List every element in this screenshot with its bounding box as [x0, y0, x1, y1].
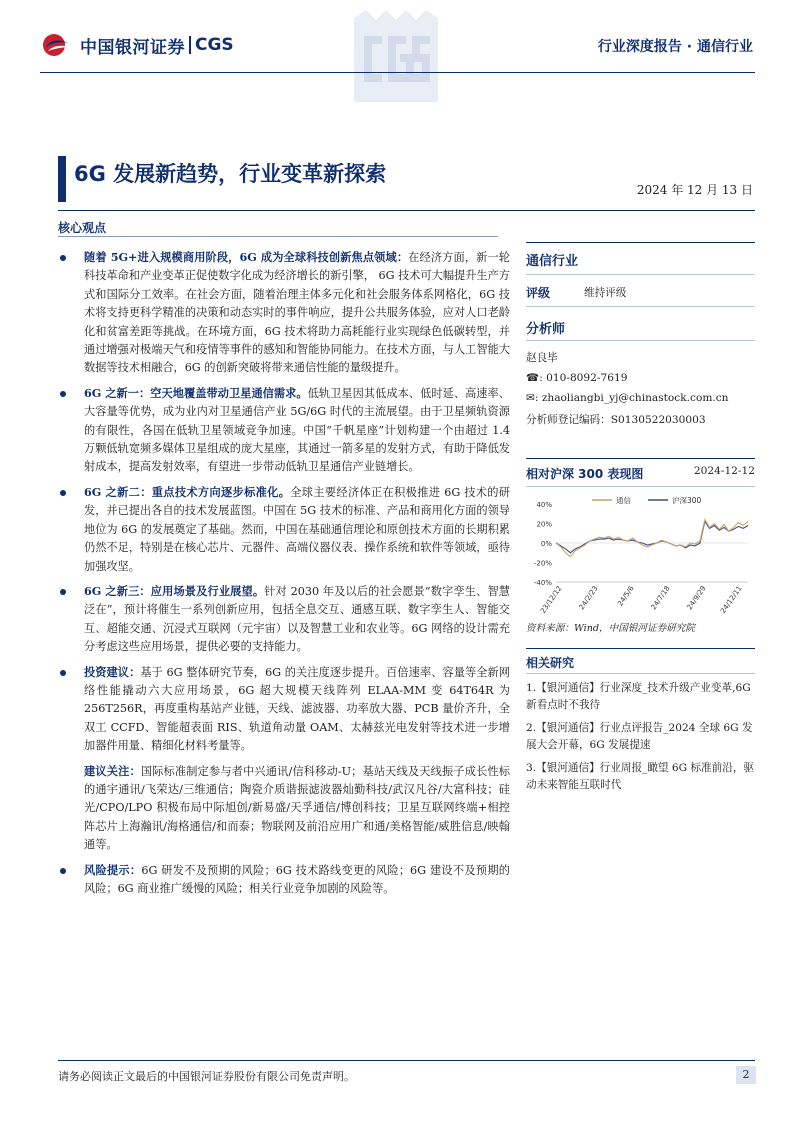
related-item[interactable]: 3.【银河通信】行业周报_瞰望 6G 标准前沿，驱动未来智能互联时代 [526, 762, 755, 791]
sidebar-divider [526, 306, 755, 307]
phone-icon: ☎: [526, 372, 543, 384]
paragraph-risk [58, 861, 510, 899]
logo-mark-icon [40, 31, 74, 59]
industry-label: 通信行业 [526, 254, 579, 269]
title-divider [58, 210, 755, 211]
page-title: 6G 发展新趋势，行业变革新探索 [74, 162, 387, 186]
bullet-icon [60, 391, 66, 397]
performance-chart [526, 490, 755, 620]
bullet-icon [60, 589, 66, 595]
paragraph-lead: 随着 5G+进入规模商用阶段，6G 成为全球科技创新焦点领域： [84, 250, 409, 264]
chart-title: 相对沪深 300 表现图 [526, 467, 644, 481]
watermark-logo-icon [346, 6, 446, 106]
paragraph-overview [58, 248, 510, 378]
chart-source: 资料来源：Wind，中国银河证券研究院 [526, 623, 695, 634]
legend-label: 通信 [616, 496, 631, 505]
analyst-phone-row [526, 372, 755, 384]
sidebar-divider [526, 340, 755, 341]
paragraph-text: 6G 研发不及预期的风险；6G 技术路线变更的风险；6G 建设不及预期的风险；6G 商业推广缓慢的风险；相关行业竞争加剧的风险等。 [84, 863, 510, 895]
x-tick-label: 24/12/11 [719, 584, 744, 615]
chart-date: 2024-12-12 [693, 465, 755, 477]
chart-header [526, 465, 755, 482]
paragraph-lead: 建议关注： [84, 763, 141, 778]
sidebar-divider [526, 486, 755, 487]
email-icon: ✉: [526, 392, 539, 404]
paragraph-investment [58, 663, 510, 756]
paragraph-text: 在经济方面，新一轮科技革命和产业变革正促使数字化成为经济增长的新引擎， 6G 技术可大幅提升生产方式和国际分工效率。在社会方面，随着治理主体多元化和社会服务体系网格化，6G 技术将支持更科学精准的决策和动态实时的事件响应，提升公共服务体验，应对人口老龄化和贫富差距等挑战。在环境方面，6G 技术将助力高耗能行业实现绿色低碳转型，并通过增强对极端天气和疫情等事件的感知和智能协同能力。在技术方面，与人工智能大数据等技术相融合，6G 的创新突破将带来通信性能的量级提升。 [84, 251, 510, 375]
paragraph-text: 基于 6G 整体研究节奏，6G 的关注度逐步提升。百倍速率、容量等全新网络性能撬动六大应用场景，6G 超大规模天线阵列 ELAA-MM 变 64T64R 为 256T256R，再度重构基站产业链，天线、滤波器、功率放大器、PCB 量价齐升，全双工 CCFD、智能超表面 RIS、轨道角动量 OAM、太赫兹光电发射等技术进一步增加器件用量、精细化材料考量等。 [84, 665, 510, 753]
logo-text-cn: 中国银河证券 [80, 37, 185, 58]
logo-text-en: CGS [195, 35, 234, 55]
analyst-license: 分析师登记编码：S0130522030003 [526, 414, 706, 426]
bullet-icon [60, 868, 66, 874]
sidebar-divider [526, 673, 755, 674]
rating-row [526, 284, 755, 301]
paragraph-text: 低轨卫星因其低成本、低时延、高速率、大容量等优势，成为业内对卫星通信产业 5G/6G 时代的主流展望。由于卫星频轨资源的有限性，各国在低轨卫星领域竞争加速。中国“千帆星座”计划构建一个由超过 1.4 万颗低轨宽频多媒体卫星组成的庞大星座，其通过一箭多星的发射方式，有助于降低发射成本，提高发射效率，有望进一步带动低轨卫星通信产业链增长。 [84, 386, 510, 474]
sidebar-divider [526, 648, 755, 649]
paragraph-lead: 投资建议： [84, 664, 141, 679]
analyst-name: 赵良毕 [526, 352, 558, 364]
x-tick-label: 24/7/18 [649, 584, 672, 612]
series-line-0 [556, 520, 748, 557]
analyst-phone: 010-8092-7619 [546, 372, 628, 384]
sidebar-divider [526, 458, 755, 459]
series-line-1 [556, 522, 748, 553]
y-tick-label: 20% [536, 520, 552, 529]
sidebar-divider [526, 274, 755, 275]
x-tick-label: 24/2/23 [577, 584, 600, 612]
paragraph-lead: 6G 之新一：空天地覆盖带动卫星通信需求。 [84, 385, 308, 400]
rating-value: 维持评级 [584, 287, 627, 299]
report-type: 行业深度报告 · 通信行业 [597, 39, 753, 55]
analyst-email-row [526, 392, 755, 404]
paragraph-new-three [58, 582, 510, 657]
y-tick-label: 0% [540, 540, 552, 548]
analyst-label: 分析师 [526, 322, 566, 337]
x-tick-label: 24/5/6 [616, 584, 636, 608]
title-accent-bar [58, 156, 66, 202]
y-tick-label: -40% [533, 579, 552, 587]
paragraph-lead: 风险提示： [84, 862, 142, 877]
core-view-divider [58, 236, 498, 237]
related-item[interactable]: 2.【银河通信】行业点评报告_2024 全球 6G 发展大会开幕，6G 发展提速 [526, 722, 753, 751]
paragraph-text: 国际标准制定参与者中兴通讯/信科移动-U；基站天线及天线振子成长性标的通宇通讯/飞荣达/三维通信；陶瓷介质谐振滤波器灿勤科技/武汉凡谷/大富科技；硅光/CPO/LPO 积极布局中际旭创/新易盛/天孚通信/博创科技；卫星互联网终端+相控阵芯片上海瀚讯/海格通信/和而泰；物联网及前沿应用广和通/美格智能/威胜信息/映翰通等。 [84, 764, 510, 852]
report-date: 2024 年 12 月 13 日 [636, 183, 753, 197]
related-item[interactable]: 1.【银河通信】行业深度_技术升级产业变革,6G 新看点时不我待 [526, 682, 751, 711]
paragraph-suggestions [58, 762, 510, 855]
page-number: 2 [736, 1066, 756, 1084]
company-logo [40, 30, 234, 60]
paragraph-lead: 6G 之新二：重点技术方向逐步标准化。 [84, 484, 291, 499]
footer-divider [58, 1060, 755, 1061]
x-tick-label: 23/12/12 [539, 584, 564, 615]
paragraph-new-one [58, 384, 510, 477]
related-label: 相关研究 [526, 656, 575, 670]
main-content [58, 248, 510, 904]
paragraph-text: 针对 2030 年及以后的社会愿景“数字孪生、智慧泛在”，预计将催生一系列创新应用，包括全息交互、通感互联、数字孪生人、智能交互、超能交通、沉浸式互联网（元宇宙）以及智慧工业和农业等。6G 网络的设计需充分考虑这些应用场景，提供必要的支持能力。 [84, 584, 510, 654]
header-divider [40, 72, 755, 73]
core-view-label: 核心观点 [58, 221, 107, 235]
analyst-email[interactable]: zhaoliangbi_yj@chinastock.com.cn [541, 392, 729, 404]
bullet-icon [60, 490, 66, 496]
legend-label: 沪深300 [672, 496, 702, 505]
paragraph-text: 全球主要经济体正在积极推进 6G 技术的研发，并已提出各自的技术发展蓝图。中国在 5G 技术的标准、产品和商用化方面的领导地位为 6G 的发展奠定了基础。然而，中国在基础通信理论和原创技术方面的长期积累仍然不足，特别是在核心芯片、元器件、高端仪器仪表、操作系统和软件等领域，亟待加强攻坚。 [84, 485, 511, 573]
paragraph-new-two [58, 483, 510, 576]
y-tick-label: 40% [536, 501, 552, 509]
y-tick-label: -20% [533, 559, 552, 568]
x-tick-label: 24/9/29 [685, 584, 708, 612]
bullet-icon [60, 670, 66, 676]
sidebar-top-divider [526, 242, 755, 243]
footer-disclaimer: 请务必阅读正文最后的中国银河证券股份有限公司免责声明。 [58, 1070, 355, 1083]
logo-divider [189, 36, 191, 54]
paragraph-lead: 6G 之新三：应用场景及行业展望。 [84, 583, 265, 598]
related-list [526, 680, 755, 800]
rating-label: 评级 [526, 286, 551, 300]
bullet-icon [60, 255, 66, 261]
